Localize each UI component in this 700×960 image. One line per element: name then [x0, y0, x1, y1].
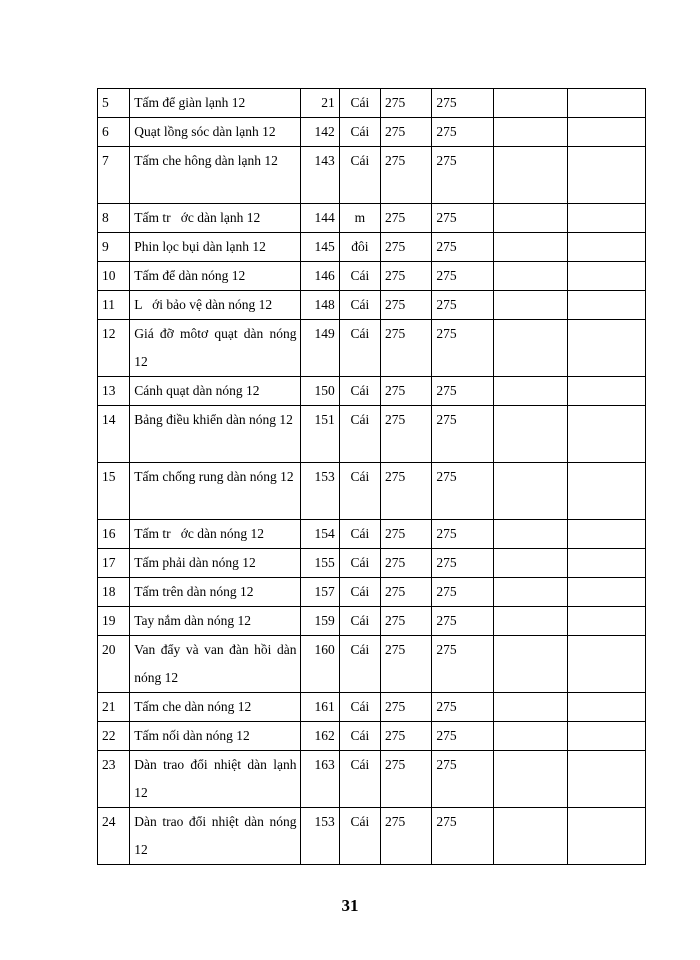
item-name: Tấm tr ớc dàn nóng 12 [130, 520, 301, 549]
value-2: 275 [432, 607, 493, 636]
value-2: 275 [432, 262, 493, 291]
row-number: 11 [98, 291, 130, 320]
value-1: 275 [381, 233, 432, 262]
empty-cell [493, 291, 568, 320]
empty-cell [493, 89, 568, 118]
empty-cell [493, 578, 568, 607]
value-2: 275 [432, 808, 493, 865]
row-number: 6 [98, 118, 130, 147]
item-unit: Cái [339, 636, 380, 693]
empty-cell [568, 463, 646, 520]
row-number: 10 [98, 262, 130, 291]
empty-cell [493, 549, 568, 578]
row-number: 22 [98, 722, 130, 751]
item-unit: Cái [339, 751, 380, 808]
item-code: 146 [301, 262, 339, 291]
item-unit: Cái [339, 118, 380, 147]
value-2: 275 [432, 233, 493, 262]
table-row [98, 320, 646, 377]
item-name: Cánh quạt dàn nóng 12 [130, 377, 301, 406]
table-row [98, 578, 646, 607]
table-row [98, 607, 646, 636]
value-1: 275 [381, 808, 432, 865]
item-name: Tấm che hông dàn lạnh 12 [130, 147, 301, 204]
value-1: 275 [381, 89, 432, 118]
value-1: 275 [381, 607, 432, 636]
item-code: 151 [301, 406, 339, 463]
empty-cell [568, 147, 646, 204]
item-name: L ới bảo vệ dàn nóng 12 [130, 291, 301, 320]
value-1: 275 [381, 377, 432, 406]
item-code: 157 [301, 578, 339, 607]
table-row [98, 751, 646, 808]
item-unit: Cái [339, 607, 380, 636]
item-name: Tấm để giàn lạnh 12 [130, 89, 301, 118]
item-unit: Cái [339, 520, 380, 549]
empty-cell [493, 406, 568, 463]
row-number: 5 [98, 89, 130, 118]
row-number: 8 [98, 204, 130, 233]
table-row [98, 808, 646, 865]
empty-cell [568, 291, 646, 320]
item-code: 145 [301, 233, 339, 262]
item-code: 21 [301, 89, 339, 118]
empty-cell [568, 520, 646, 549]
value-1: 275 [381, 406, 432, 463]
item-code: 153 [301, 463, 339, 520]
value-1: 275 [381, 147, 432, 204]
item-unit: Cái [339, 89, 380, 118]
value-2: 275 [432, 693, 493, 722]
item-name: Bảng điều khiển dàn nóng 12 [130, 406, 301, 463]
value-1: 275 [381, 578, 432, 607]
item-code: 148 [301, 291, 339, 320]
item-code: 163 [301, 751, 339, 808]
item-code: 150 [301, 377, 339, 406]
value-2: 275 [432, 722, 493, 751]
item-name: Tấm chống rung dàn nóng 12 [130, 463, 301, 520]
empty-cell [493, 233, 568, 262]
item-code: 154 [301, 520, 339, 549]
value-1: 275 [381, 320, 432, 377]
table-row [98, 233, 646, 262]
table-row [98, 377, 646, 406]
table-row [98, 89, 646, 118]
value-2: 275 [432, 204, 493, 233]
row-number: 9 [98, 233, 130, 262]
empty-cell [493, 204, 568, 233]
item-name: Van đẩy và van đàn hồi dàn nóng 12 [130, 636, 301, 693]
row-number: 12 [98, 320, 130, 377]
table-row [98, 549, 646, 578]
item-unit: Cái [339, 578, 380, 607]
item-name: Tấm tr ớc dàn lạnh 12 [130, 204, 301, 233]
row-number: 21 [98, 693, 130, 722]
row-number: 23 [98, 751, 130, 808]
parts-table [97, 88, 646, 865]
table-row [98, 463, 646, 520]
empty-cell [493, 520, 568, 549]
table-row [98, 693, 646, 722]
item-name: Tấm phải dàn nóng 12 [130, 549, 301, 578]
item-name: Tấm để dàn nóng 12 [130, 262, 301, 291]
row-number: 15 [98, 463, 130, 520]
value-1: 275 [381, 751, 432, 808]
empty-cell [568, 693, 646, 722]
value-2: 275 [432, 320, 493, 377]
row-number: 16 [98, 520, 130, 549]
table-row [98, 406, 646, 463]
item-name: Phin lọc bụi dàn lạnh 12 [130, 233, 301, 262]
value-2: 275 [432, 377, 493, 406]
parts-table-body [98, 89, 646, 865]
table-row [98, 147, 646, 204]
empty-cell [568, 377, 646, 406]
empty-cell [493, 262, 568, 291]
table-row [98, 118, 646, 147]
empty-cell [568, 636, 646, 693]
item-code: 155 [301, 549, 339, 578]
table-row [98, 636, 646, 693]
value-1: 275 [381, 549, 432, 578]
item-unit: Cái [339, 549, 380, 578]
empty-cell [493, 693, 568, 722]
item-code: 159 [301, 607, 339, 636]
empty-cell [568, 578, 646, 607]
value-2: 275 [432, 147, 493, 204]
item-unit: Cái [339, 147, 380, 204]
empty-cell [493, 320, 568, 377]
value-1: 275 [381, 693, 432, 722]
item-unit: Cái [339, 320, 380, 377]
table-row [98, 520, 646, 549]
empty-cell [568, 808, 646, 865]
item-name: Tay nắm dàn nóng 12 [130, 607, 301, 636]
empty-cell [493, 636, 568, 693]
empty-cell [493, 607, 568, 636]
value-1: 275 [381, 118, 432, 147]
empty-cell [568, 549, 646, 578]
value-2: 275 [432, 118, 493, 147]
empty-cell [493, 377, 568, 406]
item-unit: Cái [339, 377, 380, 406]
value-2: 275 [432, 89, 493, 118]
item-name: Tấm nối dàn nóng 12 [130, 722, 301, 751]
empty-cell [568, 406, 646, 463]
empty-cell [568, 118, 646, 147]
item-code: 144 [301, 204, 339, 233]
item-code: 161 [301, 693, 339, 722]
item-name: Tấm trên dàn nóng 12 [130, 578, 301, 607]
empty-cell [493, 808, 568, 865]
value-1: 275 [381, 291, 432, 320]
value-2: 275 [432, 549, 493, 578]
empty-cell [568, 204, 646, 233]
empty-cell [568, 89, 646, 118]
item-unit: Cái [339, 693, 380, 722]
table-row [98, 291, 646, 320]
table-row [98, 204, 646, 233]
value-2: 275 [432, 463, 493, 520]
value-2: 275 [432, 291, 493, 320]
row-number: 18 [98, 578, 130, 607]
row-number: 14 [98, 406, 130, 463]
value-2: 275 [432, 578, 493, 607]
row-number: 17 [98, 549, 130, 578]
table-row [98, 262, 646, 291]
item-unit: Cái [339, 262, 380, 291]
empty-cell [568, 262, 646, 291]
empty-cell [493, 147, 568, 204]
empty-cell [493, 118, 568, 147]
value-1: 275 [381, 636, 432, 693]
item-code: 149 [301, 320, 339, 377]
value-2: 275 [432, 406, 493, 463]
row-number: 13 [98, 377, 130, 406]
empty-cell [493, 751, 568, 808]
item-name: Tấm che dàn nóng 12 [130, 693, 301, 722]
item-name: Dàn trao đổi nhiệt dàn lạnh 12 [130, 751, 301, 808]
empty-cell [568, 751, 646, 808]
item-unit: m [339, 204, 380, 233]
value-1: 275 [381, 463, 432, 520]
item-code: 162 [301, 722, 339, 751]
item-unit: Cái [339, 463, 380, 520]
empty-cell [568, 233, 646, 262]
value-2: 275 [432, 751, 493, 808]
item-unit: Cái [339, 291, 380, 320]
value-1: 275 [381, 204, 432, 233]
item-unit: Cái [339, 406, 380, 463]
item-unit: Cái [339, 722, 380, 751]
value-2: 275 [432, 636, 493, 693]
item-code: 153 [301, 808, 339, 865]
row-number: 19 [98, 607, 130, 636]
item-unit: đôi [339, 233, 380, 262]
value-1: 275 [381, 722, 432, 751]
empty-cell [568, 607, 646, 636]
item-unit: Cái [339, 808, 380, 865]
item-name: Giá đỡ môtơ quạt dàn nóng 12 [130, 320, 301, 377]
empty-cell [568, 722, 646, 751]
item-code: 143 [301, 147, 339, 204]
value-2: 275 [432, 520, 493, 549]
item-name: Quạt lồng sóc dàn lạnh 12 [130, 118, 301, 147]
item-name: Dàn trao đổi nhiệt dàn nóng 12 [130, 808, 301, 865]
item-code: 142 [301, 118, 339, 147]
item-code: 160 [301, 636, 339, 693]
empty-cell [568, 320, 646, 377]
value-1: 275 [381, 262, 432, 291]
empty-cell [493, 722, 568, 751]
value-1: 275 [381, 520, 432, 549]
row-number: 24 [98, 808, 130, 865]
row-number: 20 [98, 636, 130, 693]
row-number: 7 [98, 147, 130, 204]
table-row [98, 722, 646, 751]
empty-cell [493, 463, 568, 520]
page-number: 31 [341, 896, 359, 915]
